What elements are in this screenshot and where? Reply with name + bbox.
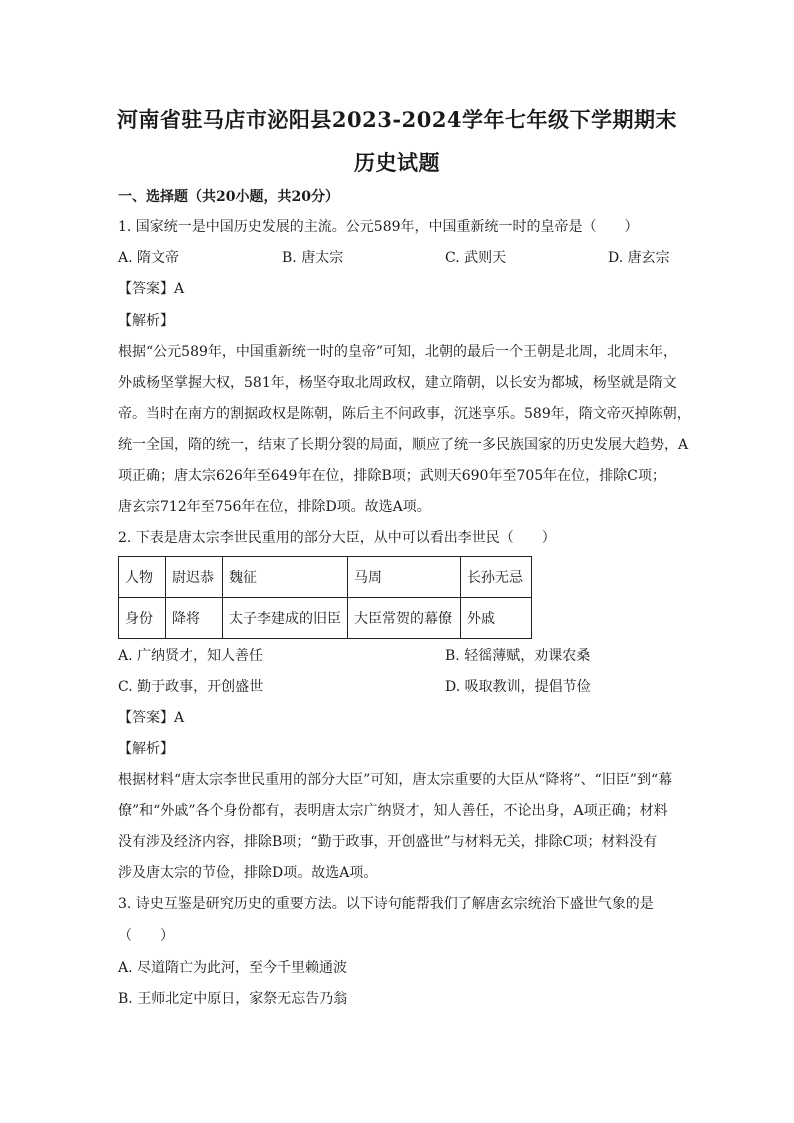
title-line-1: 河南省驻马店市泌阳县2023-2024学年七年级下学期期末 <box>116 107 678 132</box>
table-cell: 大臣常贺的幕僚 <box>348 598 461 639</box>
q1-analysis-label: 【解析】 <box>118 313 174 329</box>
table-cell: 尉迟恭 <box>166 557 223 598</box>
q2-answer: 【答案】A <box>118 710 185 726</box>
q1-option-b: B. 唐太宗 <box>282 250 344 266</box>
table-cell: 身份 <box>119 598 166 639</box>
table-cell: 长孙无忌 <box>461 557 532 598</box>
table-cell: 人物 <box>119 557 166 598</box>
q2-stem: 2. 下表是唐太宗李世民重用的部分大臣，从中可以看出李世民（ ） <box>118 530 556 546</box>
q2-table <box>118 556 532 639</box>
q1-option-d: D. 唐玄宗 <box>608 250 670 266</box>
q1-answer: 【答案】A <box>118 281 185 297</box>
q1-stem: 1. 国家统一是中国历史发展的主流。公元589年，中国重新统一时的皇帝是（ ） <box>118 219 639 235</box>
q1-option-c: C. 武则天 <box>445 250 507 266</box>
q3-stem: 3. 诗史互鉴是研究历史的重要方法。以下诗句能帮我们了解唐玄宗统治下盛世气象的是 <box>118 896 654 912</box>
table-cell: 外戚 <box>461 598 532 639</box>
q2-analysis-label: 【解析】 <box>118 741 174 757</box>
q1-analysis-line: 统一全国，隋的统一，结束了长期分裂的局面，顺应了统一多民族国家的历史发展大趋势，A <box>118 437 689 453</box>
q1-analysis-line: 帝。当时在南方的割据政权是陈朝，陈后主不问政事，沉迷享乐。589年，隋文帝灭掉陈朝， <box>118 406 691 422</box>
title-line-2: 历史试题 <box>354 150 440 175</box>
q2-option-d: D. 吸取教训，提倡节俭 <box>445 679 591 695</box>
q2-analysis-line: 根据材料“唐太宗李世民重用的部分大臣”可知，唐太宗重要的大臣从“降将”、“旧臣”到“幕 <box>118 772 673 788</box>
table-row <box>119 598 532 639</box>
q3-option-a: A. 尽道隋亡为此河，至今千里赖通波 <box>118 960 348 976</box>
q2-analysis-line: 僚”和“外戚”各个身份都有，表明唐太宗广纳贤才，知人善任，不论出身，A项正确；材料 <box>118 803 668 819</box>
q2-analysis-line: 涉及唐太宗的节俭，排除D项。故选A项。 <box>118 865 378 881</box>
q2-option-a: A. 广纳贤才，知人善任 <box>118 648 264 664</box>
q3-option-b: B. 王师北定中原日，家祭无忘告乃翁 <box>118 991 348 1007</box>
table-cell: 太子李建成的旧臣 <box>223 598 348 639</box>
table-cell: 马周 <box>348 557 461 598</box>
q2-option-b: B. 轻徭薄赋，劝课农桑 <box>445 648 591 664</box>
q2-option-c: C. 勤于政事，开创盛世 <box>118 679 264 695</box>
q1-analysis-line: 外戚杨坚掌握大权，581年，杨坚夺取北周政权，建立隋朝，以长安为都城，杨坚就是隋文 <box>118 375 677 391</box>
table-cell: 魏征 <box>223 557 348 598</box>
q1-analysis-line: 根据“公元589年，中国重新统一时的皇帝”可知，北朝的最后一个王朝是北周，北周末年， <box>118 344 678 360</box>
q3-stem-bracket: （ ） <box>118 928 174 944</box>
q1-option-a: A. 隋文帝 <box>118 250 180 266</box>
section-heading: 一、选择题（共20小题，共20分） <box>118 189 339 205</box>
q1-analysis-line: 项正确；唐太宗626年至649年在位，排除B项；武则天690年至705年在位，排除C项； <box>118 468 666 484</box>
q1-analysis-line: 唐玄宗712年至756年在位，排除D项。故选A项。 <box>118 499 431 515</box>
q2-analysis-line: 没有涉及经济内容，排除B项；“勤于政事，开创盛世”与材料无关，排除C项；材料没有 <box>118 834 658 850</box>
table-cell: 降将 <box>166 598 223 639</box>
table-row <box>119 557 532 598</box>
